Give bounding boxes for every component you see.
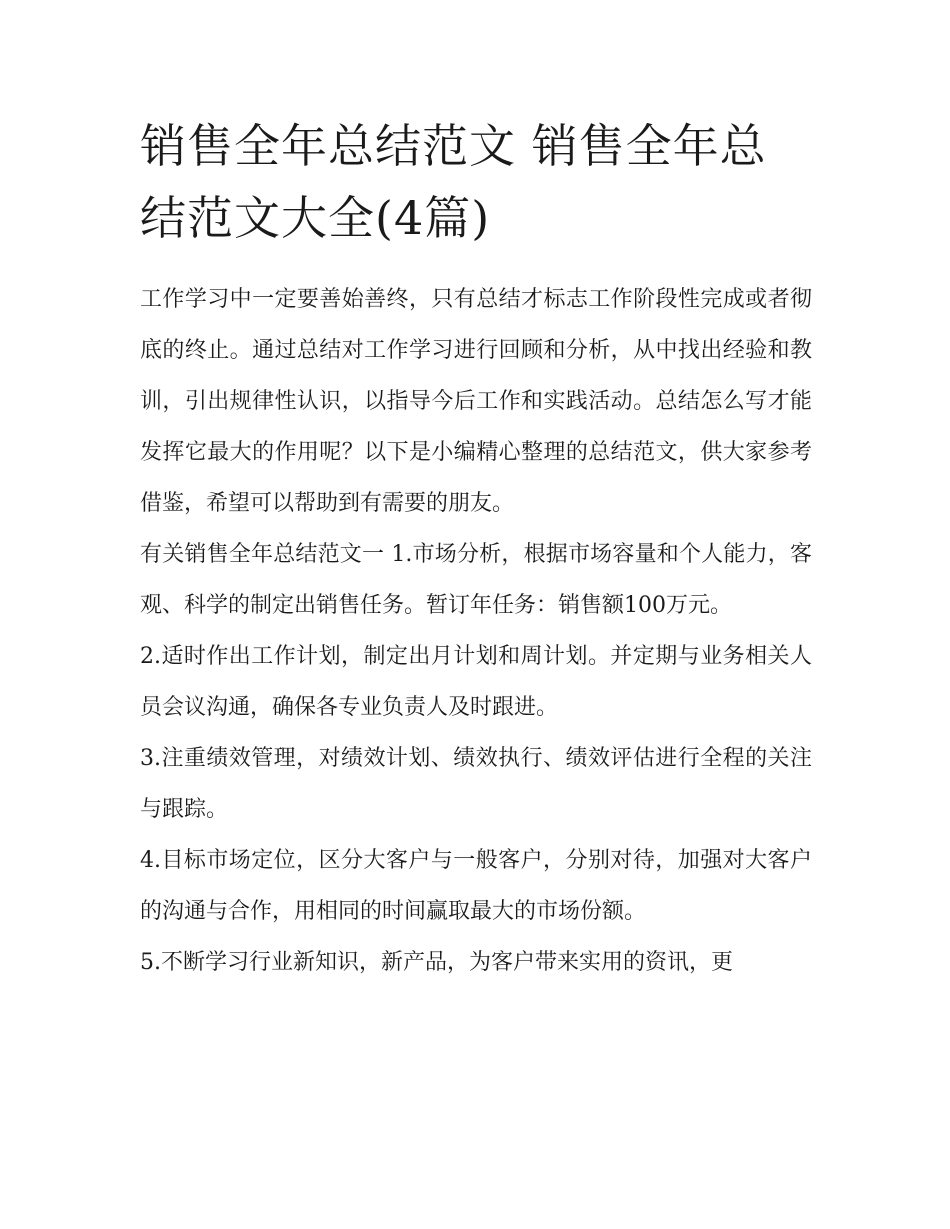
document-title: 销售全年总结范文 销售全年总结范文大全(4篇) bbox=[140, 119, 767, 245]
list-item-4: 4.目标市场定位，区分大客户与一般客户，分别对待，加强对大客户的沟通与合作，用相同的时间赢取最大的市场份额。 bbox=[140, 848, 812, 924]
list-item-5: 5.不断学习行业新知识，新产品，为客户带来实用的资讯，更 bbox=[140, 950, 733, 975]
list-item-3: 3.注重绩效管理，对绩效计划、绩效执行、绩效评估进行全程的关注与跟踪。 bbox=[140, 746, 812, 822]
list-item-2: 2.适时作出工作计划，制定出月计划和周计划。并定期与业务相关人员会议沟通，确保各专业负责人及时跟进。 bbox=[140, 644, 812, 720]
document-content bbox=[140, 110, 812, 988]
intro-paragraph: 工作学习中一定要善始善终，只有总结才标志工作阶段性完成或者彻底的终止。通过总结对工作学习进行回顾和分析，从中找出经验和教训，引出规律性认识，以指导今后工作和实践活动。总结怎么写才能发挥它最大的作用呢？以下是小编精心整理的总结范文，供大家参考借鉴，希望可以帮助到有需要的朋友。 bbox=[140, 287, 812, 516]
section-one-paragraph: 有关销售全年总结范文一 1.市场分析，根据市场容量和个人能力，客观、科学的制定出销售任务。暂订年任务：销售额100万元。 bbox=[140, 542, 812, 618]
